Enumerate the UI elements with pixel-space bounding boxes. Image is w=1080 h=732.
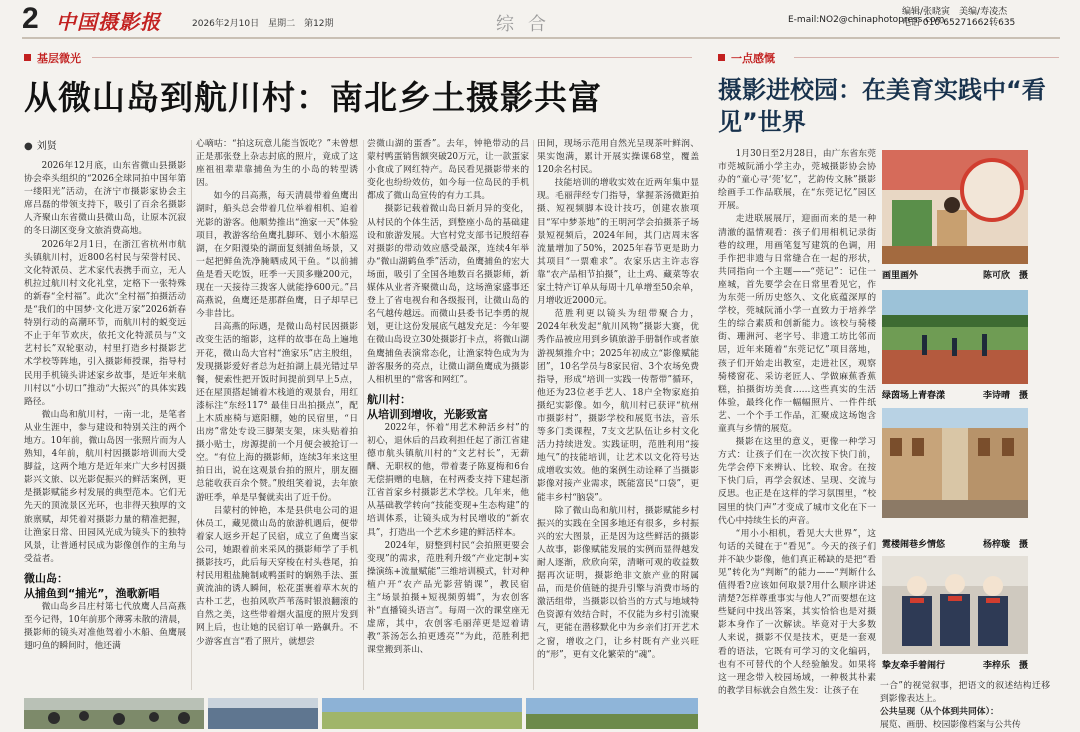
right-column-text <box>718 148 876 696</box>
subheading-weishan: 微山岛： 从捕鱼到“捕光”，渔歌新唱 <box>24 571 160 600</box>
caption-credit: 杨梓璇 摄 <box>982 540 1028 550</box>
photo-painting <box>882 150 1028 264</box>
phone: 电话 010-65271662转635 <box>902 18 1016 28</box>
bottom-photo-strip <box>24 698 698 729</box>
left-column-3 <box>367 138 529 694</box>
bullet-icon: ● <box>24 141 33 152</box>
paragraph: 摄影在这里的意义，更像一种学习方式：让孩子们在一次次按下快门前，先学会停下来辨认、比较、取舍。在按下快门后，再学会叙述、呈现、交流与反思。也正是在这样的学习氛围里，“校园里的快门声”才变成了城市文化在下一代心中持续生长的声音。 <box>718 437 876 526</box>
photo-caption <box>882 537 1028 550</box>
paragraph: 范胜利更以镜头为纽带聚合力，2024年秋发起“航川风物”摄影大赛，优秀作品被应用到乡镇旅游手册制作或者旅游视频推介中；2025年初成立“影像赋能团”，10名学员与8家民宿、3个农场免费指导，形成“培训一实践一传帮带”循环，他还为23位老手艺人、18户全物家庭拍摄纪实影像。如今，航川村已获评“杭州市摄影村”，摄影学校和展览书法，音乐等多门类课程，7支文艺队伍让乡村文化活力持续迸发。实践证明，范胜利用“接地气”的技能培训，让艺术以文化符号达成增收实效。他的案例生动诠释了当摄影影像对接产业需求，既能富民“口袋”，更能丰乡村“脑袋”。 <box>537 309 699 503</box>
paragraph: 除了微山岛和航川村，摄影赋能乡村振兴的实践在全国多地还有很多，乡村振兴的宏大图景，正是因为这些鲜活的摄影人故事，影像赋能发展的实例而显得越发耐人逐渐，欣欣向荣，清晰可观的收益数据再次证明，摄影绝非文旅产业的附属品，而是价值链的提升引擎与消费市场的激活组带，当摄影以恰当的方式与地域特色资源有效结合时，不仅能为乡村引流聚气，更能在潜移默化中为乡亲们打开艺术之窗，增收之门，让乡村既有产业兴旺的“形”，更有文化繁荣的“魂”。 <box>537 505 699 660</box>
byline-author: 刘贤 <box>36 141 57 152</box>
paragraph: 技能培训的增收实效在近两年集中显现。毛丽萍经专门指导，掌握茶汤微距拍摄、短视频脚本设计技巧，创建农旅项目“军中梦茶地”的王明河学会拍摄茶子场景短视频后，2024年间，其门店周末客流量增加了50%，2025年春节更是助力其项目“一票难求”。农家乐店主许志容靠“农产品相节拍摄”，让土鸡、藏菜等农家土特产订单从每周十几单增至50余单，月增收近2000元。 <box>537 178 699 307</box>
paper-name-logo: 中国摄影报 <box>56 10 161 34</box>
caption-title: 画里画外 <box>882 271 919 281</box>
left-headline: 从微山岛到航川村：南北乡土摄影共富 <box>24 78 602 117</box>
issue-info: 2026年2月10日 星期二 第12期 <box>192 19 334 29</box>
photo-friends <box>882 556 1028 654</box>
left-kicker-rule <box>92 57 692 58</box>
section-name: 综合 <box>496 14 560 35</box>
right-kicker-label: 一点感慨 <box>731 52 775 65</box>
paragraph: 2024年，厨整到村民“会拍照更要会变现”的需求，范胜利升级“产业定制+实操演练+流量赋能”三维培训模式，针对种植户开“农产品光影营销课”，教民宿主“场景拍摄+短视频剪辑”，为农创客补“直播镜头语言”。每周一次的课堂座无虚席，其中，农创客毛丽萍更是逗着请教“茶汤怎么拍更透亮”“为此，范胜利把课堂搬到茶山、 <box>367 540 529 656</box>
paragraph: 2026年12月底，山东省微山县摄影协会牵头组织的“2026全球同拍中国年第一缕阳光”活动，在济宁市摄影家协会主席吕磊的带领支持下，吸引了百余名摄影人齐聚山东省微山县微山岛，让原本沉寂的冬日湖区变身文旅消费高地。 <box>24 161 186 237</box>
column-rule <box>533 140 534 690</box>
square-icon <box>718 54 725 61</box>
paragraph: 展览、画册、校园影像档案与公共传 <box>880 720 1021 731</box>
bold-label: 公共呈现（从个体到共同体）： <box>880 707 999 718</box>
left-column-2 <box>196 138 358 694</box>
masthead <box>0 0 1080 38</box>
paragraph: 摄影记载着微山岛日新月异的变化，从村民的个体生活，到整座小岛的基础建设和旅游发展。大官村党支部书记殷绍春对摄影的带动效应感受最深，连续4年举办“微山湖鹤鱼季”活动，鱼鹰捕鱼的宏大场面，吸引了全国各地数百名摄影师，新媒体从业者齐聚微山岛，这场渔家盛事还登上了省电视台和各级报刊，让微山岛的名气越传越远。而微山县委书记李勇的规划，更让这份发展底气越发充足：今年要在微山岛设立30处摄影打卡点，将微山湖鱼鹰捕鱼表演常态化，让渔家特色成为为游客服务的亮点，让微山湖鱼鹰成为摄影人相机里的“常客和网红”。 <box>367 204 529 385</box>
photo-caption <box>882 268 1028 281</box>
byline <box>24 137 57 152</box>
paragraph: “用小小相机，看见大大世界”，这句话的关键在于“看见”。今天的孩子们并不缺少影像，他们真正稀缺的是把“看见”转化为“判断”的能力——“判断什么值得看?应该如何取景?用什么顺序讲述清楚?怎样尊重事实与他人?”而要想在这些疑问中找出答案，其实恰恰也是对摄影本身作了一次解读。毕竟对于大多数人来说，摄影不仅是技术，更是一套观看的语法，它既有可学习的文化编码，也有不可替代的个人经验触发。如果将这一理念带入校园场域，一种极其朴素的教学目标就会自然生发：让孩子在 <box>718 528 876 696</box>
paragraph: 心嘀咕：“拍这玩意儿能当饭吃？”未曾想正是那张登上杂志封底的照片，竟成了这座祖祖辈辈靠捕鱼为生的小岛的转型诱因。 <box>196 139 358 189</box>
paragraph: 微山岛乡吕庄村第七代放鹰人吕高燕至今记得，10年前那个薄雾未散的清晨，摄影师的镜头对准他驾着小木船、鱼鹰展翅叼鱼的瞬间时，他还满 <box>24 601 186 652</box>
left-column-4 <box>537 138 699 694</box>
right-kicker-rule <box>794 57 1059 58</box>
paragraph: 2026年2月1日，在浙江省杭州市航头镇航川村，近800名村民与荣誉村民、文化特派员、艺术家代表携手而立，无人机拉过航川村文化礼堂，定格下一张特殊的新春“全村福”。此次“全村福”拍摄活动是“我们的中国梦·文化进万家”2026新春特别行动的高潮环节，而航川村的蜕变远不止于年节欢庆，依托文化特派员与“文艺村长”双轮驱动，村里打造乡村摄影艺术学校等阵地，引入摄影师授课，指导村民用手机镜头讲述家乡故事，是近年来航川村以“小切口”推动“大振兴”的具体实践路径。 <box>24 239 186 407</box>
right-headline: 摄影进校园：在美育实践中“看见”世界 <box>718 76 1046 136</box>
paragraph: 微山岛和航川村，一南一北，是笔者从业生涯中，参与建设和特别关注的两个地方。10年前，微山岛因一张照片而为人熟知，4年前，航川村因摄影培训而大受脚益，这两个地方是近年来广大乡村因摄影兴文旅、以光影促振兴的鲜活案例，更是摄影赋能乡村发展的典型范本。它们无先天的顶流景区光环，也非得天独厚的文旅禀赋，却凭着对摄影力量的精准把握，让渔家日常、田园风光成为镜头下的独特风景，让普通村民成为影像创作的主角与受益者。 <box>24 409 186 564</box>
page-number: 2 <box>22 2 39 35</box>
paragraph: 1月30日至2月28日，由广东省东莞市莞城阮涌小学主办，莞城摄影协会协办的“童心寻‘莞’忆”，艺韵传文脉”摄影绘画手工作品联展，在“东莞记忆”园区开展。 <box>718 149 876 212</box>
left-kicker <box>24 50 81 66</box>
photo-arcade-street <box>882 408 1028 518</box>
paragraph: 吕高燕的际遇，是微山岛村民因摄影改变生活的缩影，这样的故事在岛上遍地开花，微山岛大官村“渔家乐”店主殷组，发现摄影爱好者总为赶拍湖上晨光错过早餐，便索性把开饭时间提前到早上5点，还在屋顶搭起铺着木栈道的观景台，用红漆标注“东经117° 最佳日出拍摄点”，配上木质座椅与遮阳棚，她的民宿里，“日出房”常处专设三脚架支架，床头贴着拍摄小贴士，房源提前一个月便会被抢订一空。“有位上海的摄影师，连续3年来这里拍日出，说在这观景台拍的照片，朋友圈总能收获百余个赞。”殷组笑着说，去年旅游旺季，单是早餐就卖出了近千份。 <box>196 322 358 503</box>
caption-credit: 陈可欣 摄 <box>982 271 1028 281</box>
square-icon <box>24 54 31 61</box>
paragraph: 田间，现场示范用自然光呈现茶叶鲜润、果实饱满，累计开展实操课68堂，覆盖120余名村民。 <box>537 139 699 176</box>
paragraph: 如今的吕高燕，每天清晨带着鱼鹰出湖时，船头总会带着几位举着相机、追着光影的游客。他顺势推出“渔家一天”体验项目，教游客给鱼鹰扎脚环、划小木船巡湖，在夕阳漫染的湖面复刻捕鱼场景，又一起把鲜鱼洗净腌晒成风干鱼。“以前捕鱼是看天吃饭，旺季一天顶多赚200元，现在一天接待三拨客人就能挣600元。”吕高燕说，鱼鹰还是那群鱼鹰，日子却早已今非昔比。 <box>196 191 358 320</box>
column-rule <box>191 140 192 690</box>
paragraph: 一合”的视觉叙事，把语文的叙述结构迁移到影像表达上。 <box>880 681 1050 705</box>
caption-credit: 李梓乐 摄 <box>982 661 1028 671</box>
caption-title: 绿茵场上青春漾 <box>882 391 946 401</box>
caption-credit: 李诗晴 摄 <box>982 391 1028 401</box>
paragraph: 2022年，怀着“用艺术种活乡村”的初心，退休后的吕政利担任起了浙江省建德市航头镇航川村的“文艺村长”，无薪酬、无职权的他，带着妻子陈夏梅和6台无偿捐赠的电脑，在村两委支持下建起浙江省首家乡村摄影艺术学校。几年来，他从基础教学转向“技能变现+生态构建”的培训体系，让镜头成为村民增收的“新农具”，打造出一个艺术乡建的鲜活样本。 <box>367 422 529 538</box>
caption-title: 挚友牵手着闹行 <box>882 661 946 671</box>
masthead-rule <box>22 37 1060 39</box>
photo-caption <box>882 388 1028 401</box>
photo-sports-field <box>882 290 1028 384</box>
right-bottom-text <box>880 680 1050 729</box>
subheading-hangchuan: 航川村： 从培训到增收，光影致富 <box>367 392 488 421</box>
column-rule <box>363 140 364 690</box>
paragraph: 尝微山湖的蛋香”。去年，钟艳带动的吕蒙村鸭蛋销售额突破20万元，让一款蛋家小食成了网红特产。岛民看见摄影带来的变化也纷纷效仿，如今每一位岛民的手机都成了微山岛宣传的有力工具。 <box>367 139 529 202</box>
email: E-mail:NO2@chinaphotopress.com <box>788 15 945 25</box>
editors: 编辑/张晓寅 美编/寿凌杰 <box>902 7 1008 17</box>
paragraph: 吕蒙村的钟艳，本是县供电公司的退休员工，藏见微山岛的旅游机遇后，便带着家人返乡开起了民宿，成立了鱼鹰当家公司，她跟着前来采风的摄影师学了手机摄影技巧，此后每天穿梭在村头巷尾，拍村民用粗盐腌制咸鸭蛋时的娴熟手法、蛋黄流油的诱人瞬间，松花蛋裹着草木灰的古朴工艺，也拍风吹芦苇荡时银浪翻滚的自然之美，这些带着烟火温度的照片发到网上后，也让她的民宿订单一路飙升。不少游客直言“看了照片，就想尝 <box>196 505 358 647</box>
left-column-1 <box>24 160 186 696</box>
left-kicker-label: 基层微光 <box>37 52 81 65</box>
photo-caption <box>882 658 1028 671</box>
caption-title: 霓楼闹巷乡情悠 <box>882 540 946 550</box>
paragraph: 走进联展展厅，迎面而来的是一种清澈的温情观看：孩子们用相机记录街巷的纹理，用画笔复写建筑的色调，用手作把非遗与日常缝合在一起的形状，共同指向一个主题——“莞记”：记住一座城，首先要学会在日常里看见它，作为东莞一所历史悠久、文化底蕴深厚的学校，莞城阮涌小学一直致力于培养学生的综合素质和创新能力。该校与骑楼街、珊洲河、老字号、非遗工坊比邻而居，近年来随着“东莞记忆”项目落地，孩子们开始走出教室，走进社区，观察骑楼窗花、采访老匠人、学做麻蕉香蕉糕，拍摄街坊美食……这些真实的生活体验，最终化作一幅幅照片、一件件纸艺、一个个手工作品，汇聚成这场饱含童真与乡情的展览。 <box>718 214 876 434</box>
right-kicker <box>718 50 775 66</box>
